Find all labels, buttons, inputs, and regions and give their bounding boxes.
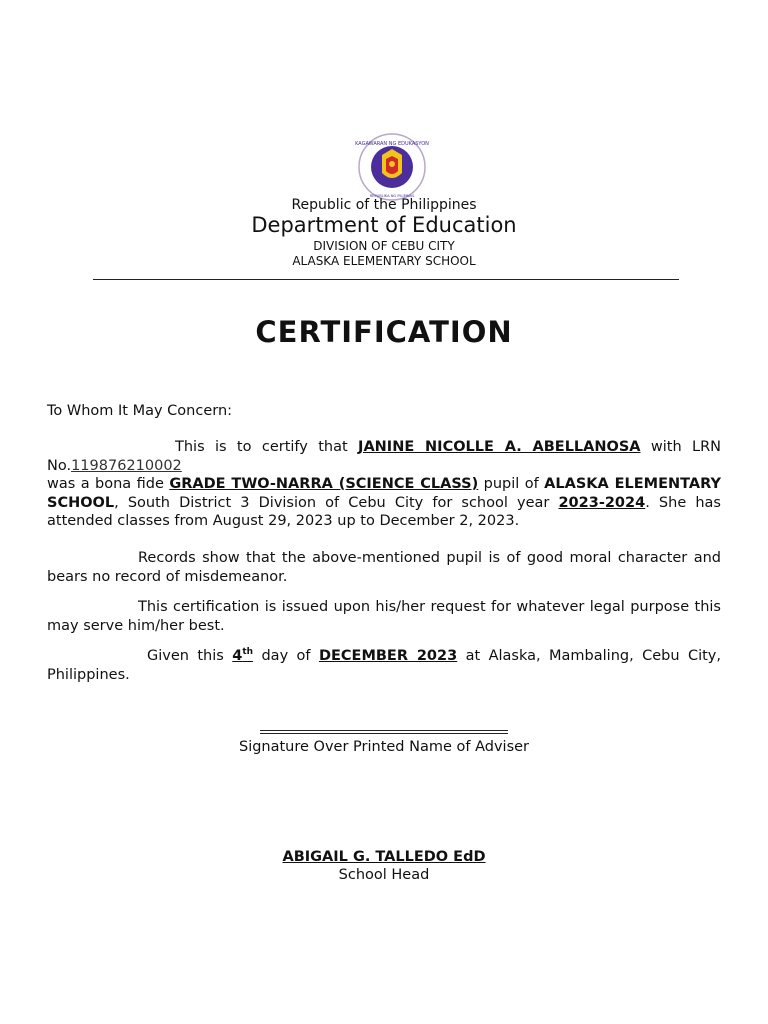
paragraph-certify: [47, 438, 721, 531]
school-head-name: ABIGAIL G. TALLEDO EdD: [282, 849, 486, 865]
certify-intro: This is to certify that: [175, 439, 348, 455]
day-of-text: day of: [253, 648, 319, 664]
given-text: Given this: [147, 648, 233, 664]
attendance-text: . She has attended classes from August 29, 2023 up to December 2, 2023.: [47, 494, 721, 529]
school-heading: ALASKA ELEMENTARY SCHOOL: [292, 254, 476, 268]
adviser-signature-line: [260, 730, 508, 731]
department-heading: Department of Education: [251, 213, 517, 237]
school-name: ALASKA ELEMENTARY SCHOOL: [47, 476, 721, 511]
given-place: at Alaska, Mambaling, Cebu City, Philippines.: [47, 648, 721, 683]
district-text: , South District 3 Division of Cebu City for school year: [114, 494, 559, 511]
adviser-signature-label: Signature Over Printed Name of Adviser: [238, 739, 530, 755]
paragraph-given: [47, 647, 721, 684]
paragraph-records: Records show that the above-mentioned pupil is of good moral character and bears no record of misdemeanor.: [47, 550, 721, 585]
given-day: [232, 648, 253, 664]
given-month: DECEMBER 2023: [318, 648, 458, 664]
pupil-of-text: pupil of: [478, 476, 545, 492]
division-heading: DIVISION OF CEBU CITY: [313, 239, 455, 253]
page-title: CERTIFICATION: [255, 315, 513, 349]
day-number: 4: [232, 648, 243, 664]
bona-fide-text: was a bona fide: [47, 476, 170, 492]
salutation: To Whom It May Concern:: [47, 403, 233, 419]
lrn-number: 119876210002: [71, 457, 182, 474]
school-year: 2023-2024: [558, 494, 646, 511]
republic-heading: Republic of the Philippines: [291, 197, 477, 213]
paragraph-purpose: This certification is issued upon his/her request for whatever legal purpose this may serve him/her best.: [47, 599, 721, 634]
deped-seal-icon: [355, 133, 429, 201]
pupil-name: JANINE NICOLLE A. ABELLANOSA: [358, 439, 641, 455]
adviser-signature-line-2: [260, 733, 508, 734]
day-suffix: th: [242, 647, 254, 658]
seal-bottom-text: REPUBLIKA NG PILIPINAS: [369, 194, 415, 198]
school-head-role: School Head: [338, 867, 430, 883]
seal-text: KAGAWARAN NG EDUKASYON: [355, 141, 429, 147]
lrn-label: with LRN No.: [47, 439, 722, 474]
header-divider: [93, 279, 679, 280]
grade-section: GRADE TWO-NARRA (SCIENCE CLASS): [169, 476, 479, 492]
